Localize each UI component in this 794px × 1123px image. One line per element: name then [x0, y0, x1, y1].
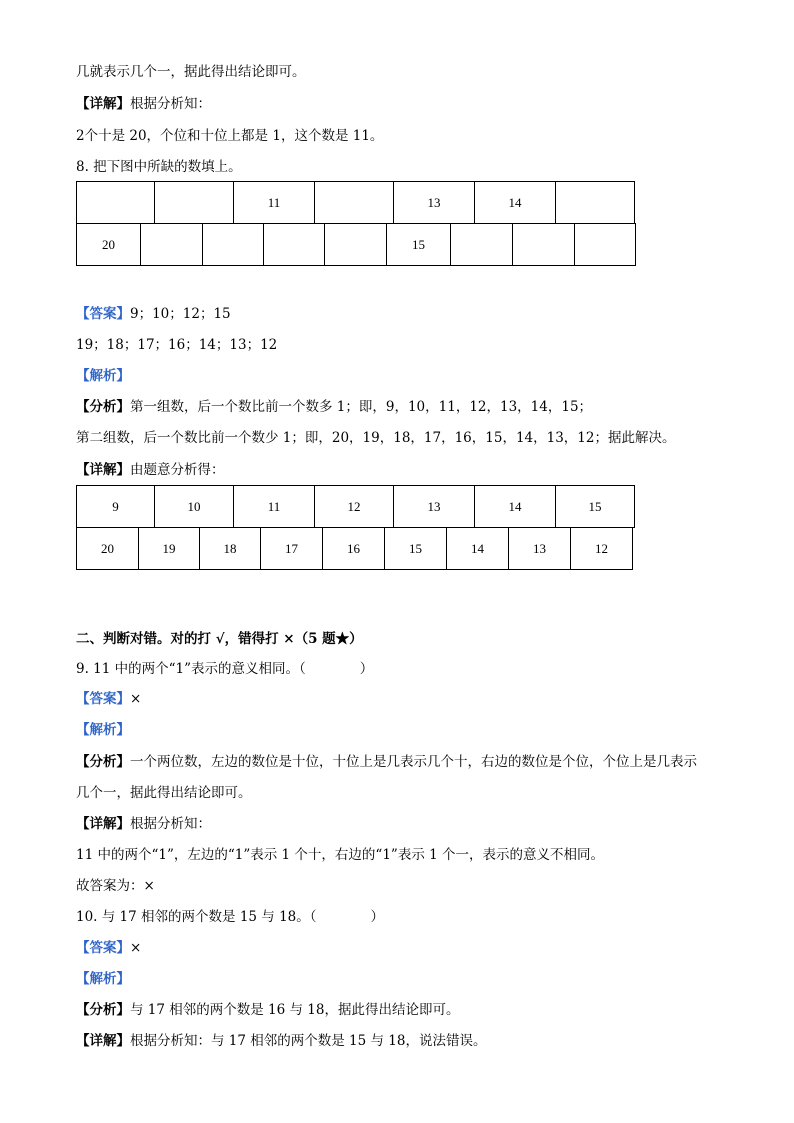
fenxi-tag: 【分析】: [76, 399, 130, 415]
detail-line: [76, 461, 225, 479]
detail-text: 根据分析知：: [130, 96, 211, 112]
section-heading: 二、判断对错。对的打 √，错得打 ×（5 题★）: [76, 631, 363, 647]
analysis-line: [76, 753, 697, 771]
table-cell: 17: [261, 528, 323, 570]
table-cell: [264, 224, 325, 266]
table-cell: 14: [447, 528, 509, 570]
table-cell: 12: [571, 528, 633, 570]
detail-text: 根据分析知：与 17 相邻的两个数是 15 与 18，说法错误。: [130, 1033, 487, 1049]
question-table-row2: [76, 223, 636, 266]
table-cell: [575, 224, 636, 266]
detail-tag: 【详解】: [76, 816, 130, 832]
answer-line: [76, 305, 231, 323]
text-line: 几就表示几个一，据此得出结论即可。: [76, 64, 306, 80]
table-cell: 20: [77, 224, 141, 266]
analysis-line-2: 第二组数，后一个数比前一个数少 1；即，20，19，18，17，16，15，14，13，12；据此解决。: [76, 430, 676, 446]
detail-tag: 【详解】: [76, 96, 130, 112]
table-cell: [325, 224, 387, 266]
detail-text: 根据分析知：: [130, 816, 211, 832]
table-cell: 14: [475, 486, 556, 528]
answer-text: ×: [130, 691, 142, 707]
table-cell: 13: [509, 528, 571, 570]
table-cell: [513, 224, 575, 266]
fenxi-text: 与 17 相邻的两个数是 16 与 18，据此得出结论即可。: [130, 1002, 460, 1018]
table-cell: 16: [323, 528, 385, 570]
text-line: 2个十是 20，个位和十位上都是 1，这个数是 11。: [76, 128, 384, 144]
answer-text: 9；10；12；15: [130, 306, 231, 322]
table-cell: 12: [315, 486, 394, 528]
table-cell: 15: [556, 486, 635, 528]
analysis-line: [76, 1001, 460, 1019]
table-cell: 19: [139, 528, 200, 570]
analysis-tag: 【解析】: [76, 971, 130, 987]
answer-text: ×: [130, 940, 142, 956]
table-cell: [315, 182, 394, 224]
fenxi-tag: 【分析】: [76, 1002, 130, 1018]
detail-line: [76, 815, 211, 833]
answer-table-row1: [76, 485, 635, 528]
detail-tag: 【详解】: [76, 1033, 130, 1049]
table-cell: 11: [234, 486, 315, 528]
table-cell: [203, 224, 264, 266]
table-cell: 9: [77, 486, 155, 528]
table-cell: 20: [77, 528, 139, 570]
question-9: 9. 11 中的两个“1”表示的意义相同。（ ）: [76, 661, 374, 677]
table-cell: [556, 182, 635, 224]
table-cell: 15: [385, 528, 447, 570]
answer-tag: 【答案】: [76, 306, 130, 322]
answer-line: [76, 939, 141, 957]
detail-text: 由题意分析得：: [130, 462, 225, 478]
fenxi-text: 一个两位数，左边的数位是十位，十位上是几表示几个十，右边的数位是个位，个位上是几表示: [130, 754, 697, 770]
analysis-line: [76, 398, 592, 416]
analysis-tag: 【解析】: [76, 722, 130, 738]
table-cell: 14: [475, 182, 556, 224]
analysis-line-2: 几个一，据此得出结论即可。: [76, 785, 252, 801]
conclusion-line: 故答案为：×: [76, 878, 155, 894]
fenxi-text: 第一组数，后一个数比前一个数多 1；即，9，10，11，12，13，14，15；: [130, 399, 593, 415]
table-cell: 15: [387, 224, 451, 266]
fenxi-tag: 【分析】: [76, 754, 130, 770]
table-cell: [141, 224, 203, 266]
question-8: 8. 把下图中所缺的数填上。: [76, 159, 242, 175]
table-cell: 13: [394, 182, 475, 224]
question-table-row1: [76, 181, 635, 224]
table-cell: [155, 182, 234, 224]
table-cell: 10: [155, 486, 234, 528]
answer-tag: 【答案】: [76, 691, 130, 707]
table-cell: [77, 182, 155, 224]
answer-line: [76, 690, 141, 708]
detail-line: [76, 1032, 487, 1050]
detail-line-2: 11 中的两个“1”，左边的“1”表示 1 个十，右边的“1”表示 1 个一，表示的意义不相同。: [76, 847, 604, 863]
analysis-tag: 【解析】: [76, 368, 130, 384]
detail-line: [76, 95, 211, 113]
table-cell: [451, 224, 513, 266]
table-cell: 13: [394, 486, 475, 528]
answer-table-row2: [76, 527, 633, 570]
answer-tag: 【答案】: [76, 940, 130, 956]
table-cell: 11: [234, 182, 315, 224]
detail-tag: 【详解】: [76, 462, 130, 478]
table-cell: 18: [200, 528, 261, 570]
question-10: 10. 与 17 相邻的两个数是 15 与 18。（ ）: [76, 909, 385, 925]
answer-line-2: 19；18；17；16；14；13；12: [76, 337, 278, 353]
